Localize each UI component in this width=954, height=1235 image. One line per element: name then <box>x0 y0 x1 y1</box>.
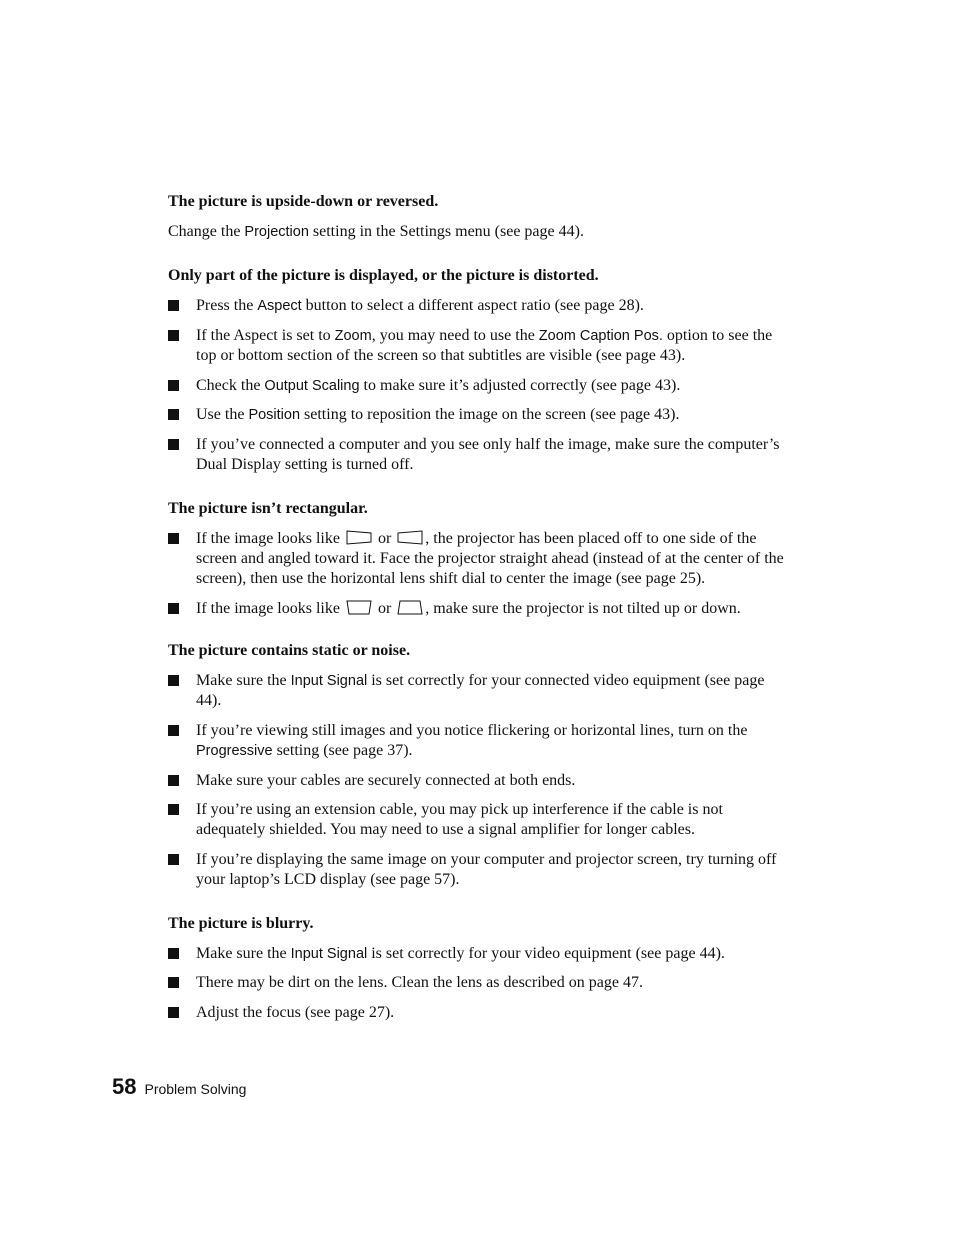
square-bullet-icon <box>168 775 179 786</box>
section-heading: The picture is upside-down or reversed. <box>168 193 439 210</box>
trapezoid-wider-bottom-icon <box>397 600 423 615</box>
square-bullet-icon <box>168 1007 179 1018</box>
section-blurry <box>168 914 788 934</box>
list-item: If the Aspect is set to Zoom, you may need to use the Zoom Caption Pos. option to see the top or bottom section of the screen so that subtitles are visible (see page 43). <box>168 326 788 366</box>
trapezoid-taller-left-icon <box>346 530 372 545</box>
square-bullet-icon <box>168 854 179 865</box>
list-item: Press the Aspect button to select a different aspect ratio (see page 28). <box>168 296 788 316</box>
list-item: If you’re using an extension cable, you may pick up interference if the cable is not adequately shielded. You may need to use a signal amplifier for longer cables. <box>168 800 788 840</box>
section-upside-down-paragraph: Change the Projection setting in the Settings menu (see page 44). <box>168 223 584 240</box>
square-bullet-icon <box>168 439 179 450</box>
section-heading: Only part of the picture is displayed, or the picture is distorted. <box>168 267 599 284</box>
list-item: Make sure the Input Signal is set correctly for your video equipment (see page 44). <box>168 944 788 964</box>
square-bullet-icon <box>168 675 179 686</box>
menu-setting-name: Zoom <box>334 328 372 344</box>
square-bullet-icon <box>168 725 179 736</box>
list-item: Check the Output Scaling to make sure it’s adjusted correctly (see page 43). <box>168 376 788 396</box>
button-name: Aspect <box>257 298 302 314</box>
menu-setting-name: Output Scaling <box>264 378 360 394</box>
section-title: Problem Solving <box>144 1081 247 1097</box>
list-item: Adjust the focus (see page 27). <box>168 1003 788 1023</box>
trapezoid-taller-right-icon <box>397 530 423 545</box>
page-number: 58 <box>112 1074 137 1099</box>
section-static <box>168 641 788 661</box>
square-bullet-icon <box>168 409 179 420</box>
menu-setting-name: Input Signal <box>290 673 368 689</box>
square-bullet-icon <box>168 300 179 311</box>
section-upside-down <box>168 192 788 212</box>
square-bullet-icon <box>168 977 179 988</box>
menu-setting-name: Input Signal <box>290 946 368 962</box>
page-footer <box>112 1074 246 1104</box>
square-bullet-icon <box>168 603 179 614</box>
square-bullet-icon <box>168 330 179 341</box>
trapezoid-wider-top-icon <box>346 600 372 615</box>
menu-setting-name: Progressive <box>196 743 273 759</box>
section-heading: The picture contains static or noise. <box>168 642 411 659</box>
square-bullet-icon <box>168 380 179 391</box>
section-rectangular <box>168 499 788 519</box>
list-item: If you’re viewing still images and you notice flickering or horizontal lines, turn on the Progressive setting (see page 37). <box>168 721 788 761</box>
list-item: Use the Position setting to reposition the image on the screen (see page 43). <box>168 405 788 425</box>
square-bullet-icon <box>168 533 179 544</box>
list-item: If you’re displaying the same image on your computer and projector screen, try turning off your laptop’s LCD display (see page 57). <box>168 850 788 890</box>
list-item: Make sure the Input Signal is set correctly for your connected video equipment (see page 44). <box>168 671 788 711</box>
menu-setting-name: Position <box>248 407 301 423</box>
list-item: There may be dirt on the lens. Clean the lens as described on page 47. <box>168 973 788 993</box>
menu-setting-name: Projection <box>244 224 309 240</box>
list-item: If you’ve connected a computer and you see only half the image, make sure the computer’s Dual Display setting is turned off. <box>168 435 788 475</box>
section-heading: The picture isn’t rectangular. <box>168 500 368 517</box>
menu-setting-name: Zoom Caption Pos. <box>538 328 663 344</box>
list-item: If the image looks like or , make sure the projector is not tilted up or down. <box>168 599 788 619</box>
square-bullet-icon <box>168 948 179 959</box>
list-item: Make sure your cables are securely connected at both ends. <box>168 771 788 791</box>
square-bullet-icon <box>168 804 179 815</box>
section-heading: The picture is blurry. <box>168 915 314 932</box>
section-partial <box>168 266 788 286</box>
list-item: If the image looks like or , the projector has been placed off to one side of the screen and angled toward it. Face the projector straight ahead (instead of at the center of the screen), then use the horizontal lens shift dial to center the image (see page 25). <box>168 529 788 589</box>
